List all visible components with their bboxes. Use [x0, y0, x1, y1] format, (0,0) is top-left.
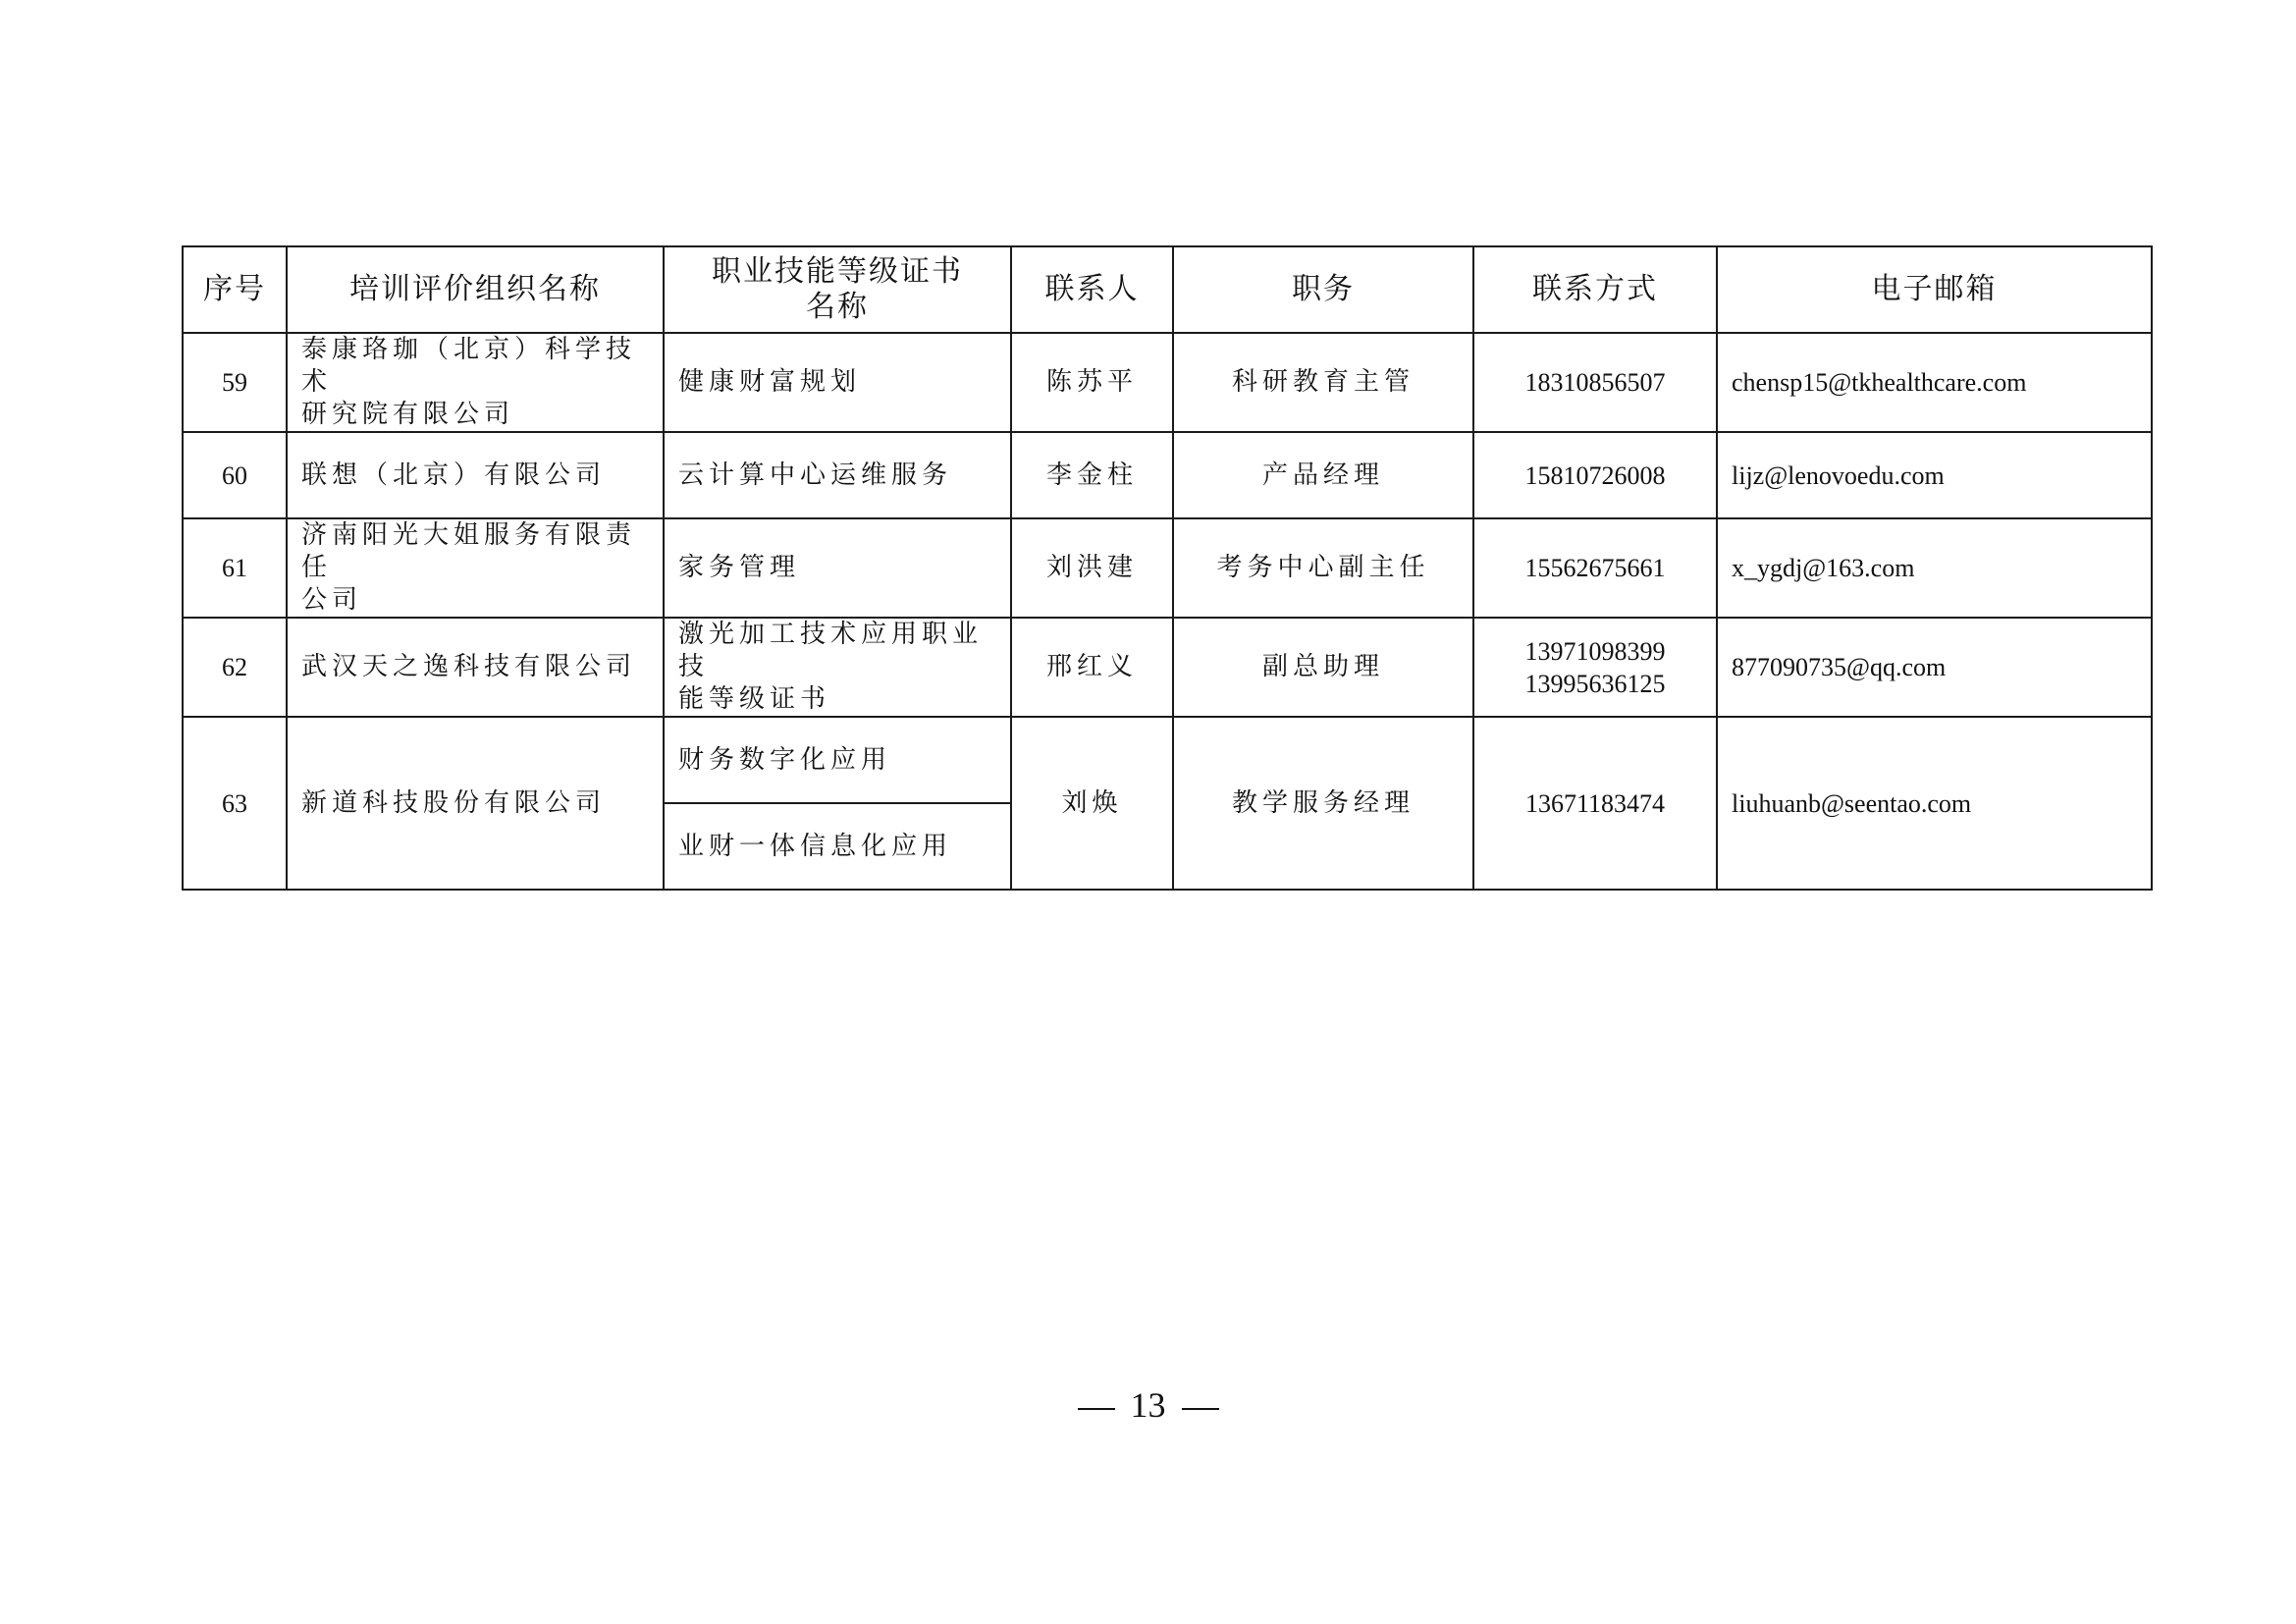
row-cert-line2: 能等级证书	[678, 684, 831, 714]
row-cert	[664, 618, 1011, 717]
footer-dash-left	[1078, 1408, 1115, 1410]
page-number: 13	[1130, 1385, 1166, 1425]
table-row	[183, 432, 2152, 518]
header-index: 序号	[183, 246, 287, 333]
row-phone: 15562675661	[1473, 518, 1717, 618]
row-email: x_ygdj@163.com	[1717, 518, 2152, 618]
row-cert-line1: 激光加工技术应用职业技	[678, 620, 984, 681]
contact-table	[182, 245, 2153, 891]
header-email: 电子邮箱	[1717, 246, 2152, 333]
row-position: 产品经理	[1173, 432, 1473, 518]
row-email: chensp15@tkhealthcare.com	[1717, 333, 2152, 432]
page-footer	[0, 1384, 2296, 1426]
row-phone-line1: 13971098399	[1524, 636, 1666, 666]
row-contact: 邢红义	[1011, 618, 1173, 717]
row-phone-line2: 13995636125	[1524, 669, 1666, 698]
row-email: lijz@lenovoedu.com	[1717, 432, 2152, 518]
header-position: 职务	[1173, 246, 1473, 333]
row-contact: 刘洪建	[1011, 518, 1173, 618]
row-org	[287, 518, 664, 618]
row-phone: 15810726008	[1473, 432, 1717, 518]
header-org: 培训评价组织名称	[287, 246, 664, 333]
row-email: 877090735@qq.com	[1717, 618, 2152, 717]
row-org-line1: 泰康珞珈（北京）科学技术	[301, 335, 637, 397]
row-org: 新道科技股份有限公司	[287, 717, 664, 890]
row-email: liuhuanb@seentao.com	[1717, 717, 2152, 890]
row-cert: 云计算中心运维服务	[664, 432, 1011, 518]
row-org: 联想（北京）有限公司	[287, 432, 664, 518]
header-contact: 联系人	[1011, 246, 1173, 333]
row-cert: 健康财富规划	[664, 333, 1011, 432]
row-org-line2: 研究院有限公司	[301, 400, 515, 429]
row-contact: 刘焕	[1011, 717, 1173, 890]
table-row	[183, 618, 2152, 717]
table-header-row	[183, 246, 2152, 333]
header-phone: 联系方式	[1473, 246, 1717, 333]
row-cert-b: 业财一体信息化应用	[664, 803, 1011, 890]
row-phone: 13671183474	[1473, 717, 1717, 890]
row-org-line2: 公司	[301, 585, 363, 615]
row-position: 教学服务经理	[1173, 717, 1473, 890]
table-row	[183, 717, 2152, 803]
row-org-line1: 济南阳光大姐服务有限责任	[301, 520, 637, 582]
header-cert-line1: 职业技能等级证书	[712, 254, 963, 289]
header-cert-line2: 名称	[806, 290, 869, 324]
row-org	[287, 333, 664, 432]
table-row	[183, 333, 2152, 432]
row-position: 科研教育主管	[1173, 333, 1473, 432]
row-index: 61	[183, 518, 287, 618]
table-row	[183, 518, 2152, 618]
row-org: 武汉天之逸科技有限公司	[287, 618, 664, 717]
row-index: 63	[183, 717, 287, 890]
row-index: 62	[183, 618, 287, 717]
row-contact: 陈苏平	[1011, 333, 1173, 432]
footer-dash-right	[1182, 1408, 1219, 1410]
row-position: 副总助理	[1173, 618, 1473, 717]
row-phone: 18310856507	[1473, 333, 1717, 432]
row-position: 考务中心副主任	[1173, 518, 1473, 618]
row-contact: 李金柱	[1011, 432, 1173, 518]
header-cert	[664, 246, 1011, 333]
row-cert: 家务管理	[664, 518, 1011, 618]
row-index: 60	[183, 432, 287, 518]
row-cert-a: 财务数字化应用	[664, 717, 1011, 803]
row-phone	[1473, 618, 1717, 717]
row-index: 59	[183, 333, 287, 432]
